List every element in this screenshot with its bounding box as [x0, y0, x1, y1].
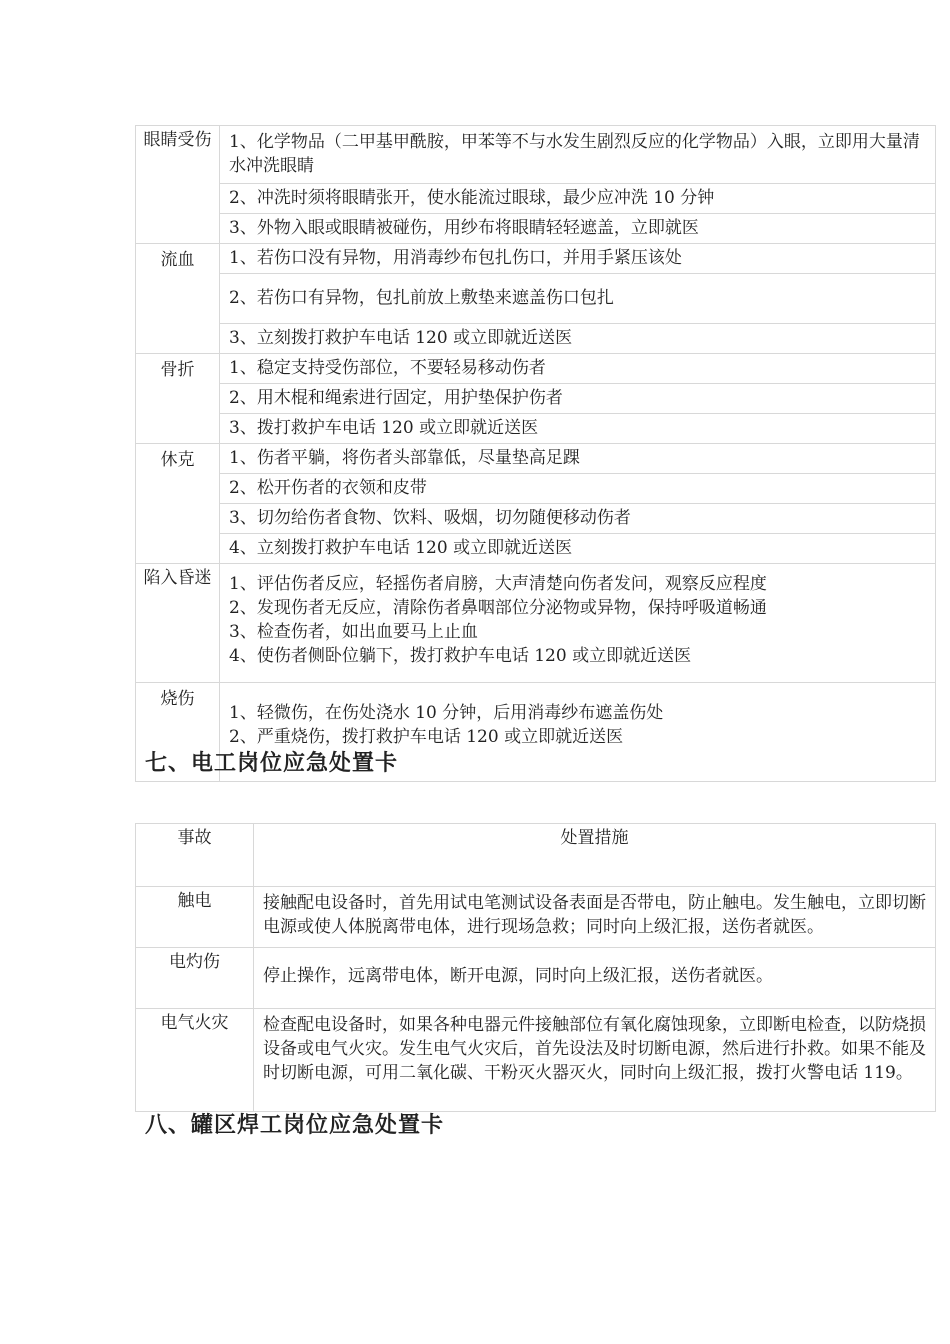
step-text: 2、松开伤者的衣领和皮带: [220, 474, 936, 504]
table-row: [136, 1009, 936, 1112]
table-row: [136, 504, 936, 534]
column-header-measures: 处置措施: [254, 824, 936, 887]
table-row: [136, 184, 936, 214]
step-text: 2、若伤口有异物，包扎前放上敷垫来遮盖伤口包扎: [220, 274, 936, 324]
category-burn: 烧伤: [136, 683, 220, 782]
table-row: [136, 214, 936, 244]
step-text: 1、轻微伤，在伤处浇水 10 分钟，后用消毒纱布遮盖伤处: [229, 703, 664, 723]
step-text: 2、用木棍和绳索进行固定，用护垫保护伤者: [220, 384, 936, 414]
table-header-row: [136, 824, 936, 887]
step-text: 3、检查伤者，如出血要马上止血: [229, 622, 478, 642]
first-aid-table: [135, 125, 936, 782]
category-fracture: 骨折: [136, 354, 220, 444]
step-text: 2、发现伤者无反应，清除伤者鼻咽部位分泌物或异物，保持呼吸道畅通: [229, 598, 767, 618]
step-text: 1、若伤口没有异物，用消毒纱布包扎伤口，并用手紧压该处: [220, 244, 936, 274]
table-row: [136, 324, 936, 354]
table-row: [136, 534, 936, 564]
step-text: 3、切勿给伤者食物、饮料、吸烟，切勿随便移动伤者: [220, 504, 936, 534]
accident-electrical-fire: 电气火灾: [136, 1009, 254, 1112]
measure-text: 检查配电设备时，如果各种电器元件接触部位有氧化腐蚀现象，立即断电检查，以防烧损设备或电气火灾。发生电气火灾后，首先设法及时切断电源，然后进行扑救。如果不能及时切断电源，可用二氧化碳、干粉灭火器灭火，同时向上级汇报，拨打火警电话 119。: [254, 1009, 936, 1112]
section-heading-welder: 八、罐区焊工岗位应急处置卡: [145, 1113, 445, 1138]
table-row: [136, 244, 936, 274]
category-eye-injury: 眼睛受伤: [136, 126, 220, 244]
step-text: 3、拨打救护车电话 120 或立即就近送医: [220, 414, 936, 444]
table-row: [136, 948, 936, 1009]
measure-text: 停止操作，远离带电体，断开电源，同时向上级汇报，送伤者就医。: [254, 948, 936, 1009]
step-text: 1、化学物品（二甲基甲酰胺，甲苯等不与水发生剧烈反应的化学物品）入眼，立即用大量清水冲洗眼睛: [220, 126, 936, 184]
table-row: [136, 887, 936, 948]
section-heading-electrician: 七、电工岗位应急处置卡: [145, 751, 399, 776]
table-row: [136, 474, 936, 504]
step-list: [220, 564, 936, 683]
table-row: [136, 444, 936, 474]
table-row: [136, 564, 936, 683]
table-row: [136, 414, 936, 444]
step-text: 2、冲洗时须将眼睛张开，使水能流过眼球，最少应冲洗 10 分钟: [220, 184, 936, 214]
electrician-emergency-table: [135, 823, 936, 1112]
measure-text: 接触配电设备时，首先用试电笔测试设备表面是否带电，防止触电。发生触电，立即切断电源或使人体脱离带电体，进行现场急救；同时向上级汇报，送伤者就医。: [254, 887, 936, 948]
accident-electric-shock: 触电: [136, 887, 254, 948]
step-text: 3、外物入眼或眼睛被碰伤，用纱布将眼睛轻轻遮盖，立即就医: [220, 214, 936, 244]
step-text: 3、立刻拨打救护车电话 120 或立即就近送医: [220, 324, 936, 354]
accident-electric-burn: 电灼伤: [136, 948, 254, 1009]
step-text: 1、伤者平躺，将伤者头部靠低，尽量垫高足踝: [220, 444, 936, 474]
table-row: [136, 274, 936, 324]
category-shock: 休克: [136, 444, 220, 564]
table-row: [136, 354, 936, 384]
table-row: [136, 384, 936, 414]
step-text: 4、立刻拨打救护车电话 120 或立即就近送医: [220, 534, 936, 564]
step-text: 1、评估伤者反应，轻摇伤者肩膀，大声清楚向伤者发问，观察反应程度: [229, 574, 767, 594]
step-text: 4、使伤者侧卧位躺下，拨打救护车电话 120 或立即就近送医: [229, 646, 692, 666]
category-coma: 陷入昏迷: [136, 564, 220, 683]
table-row: [136, 126, 936, 184]
category-bleeding: 流血: [136, 244, 220, 354]
step-text: 2、严重烧伤，拨打救护车电话 120 或立即就近送医: [229, 727, 624, 747]
column-header-accident: 事故: [136, 824, 254, 887]
step-text: 1、稳定支持受伤部位，不要轻易移动伤者: [220, 354, 936, 384]
